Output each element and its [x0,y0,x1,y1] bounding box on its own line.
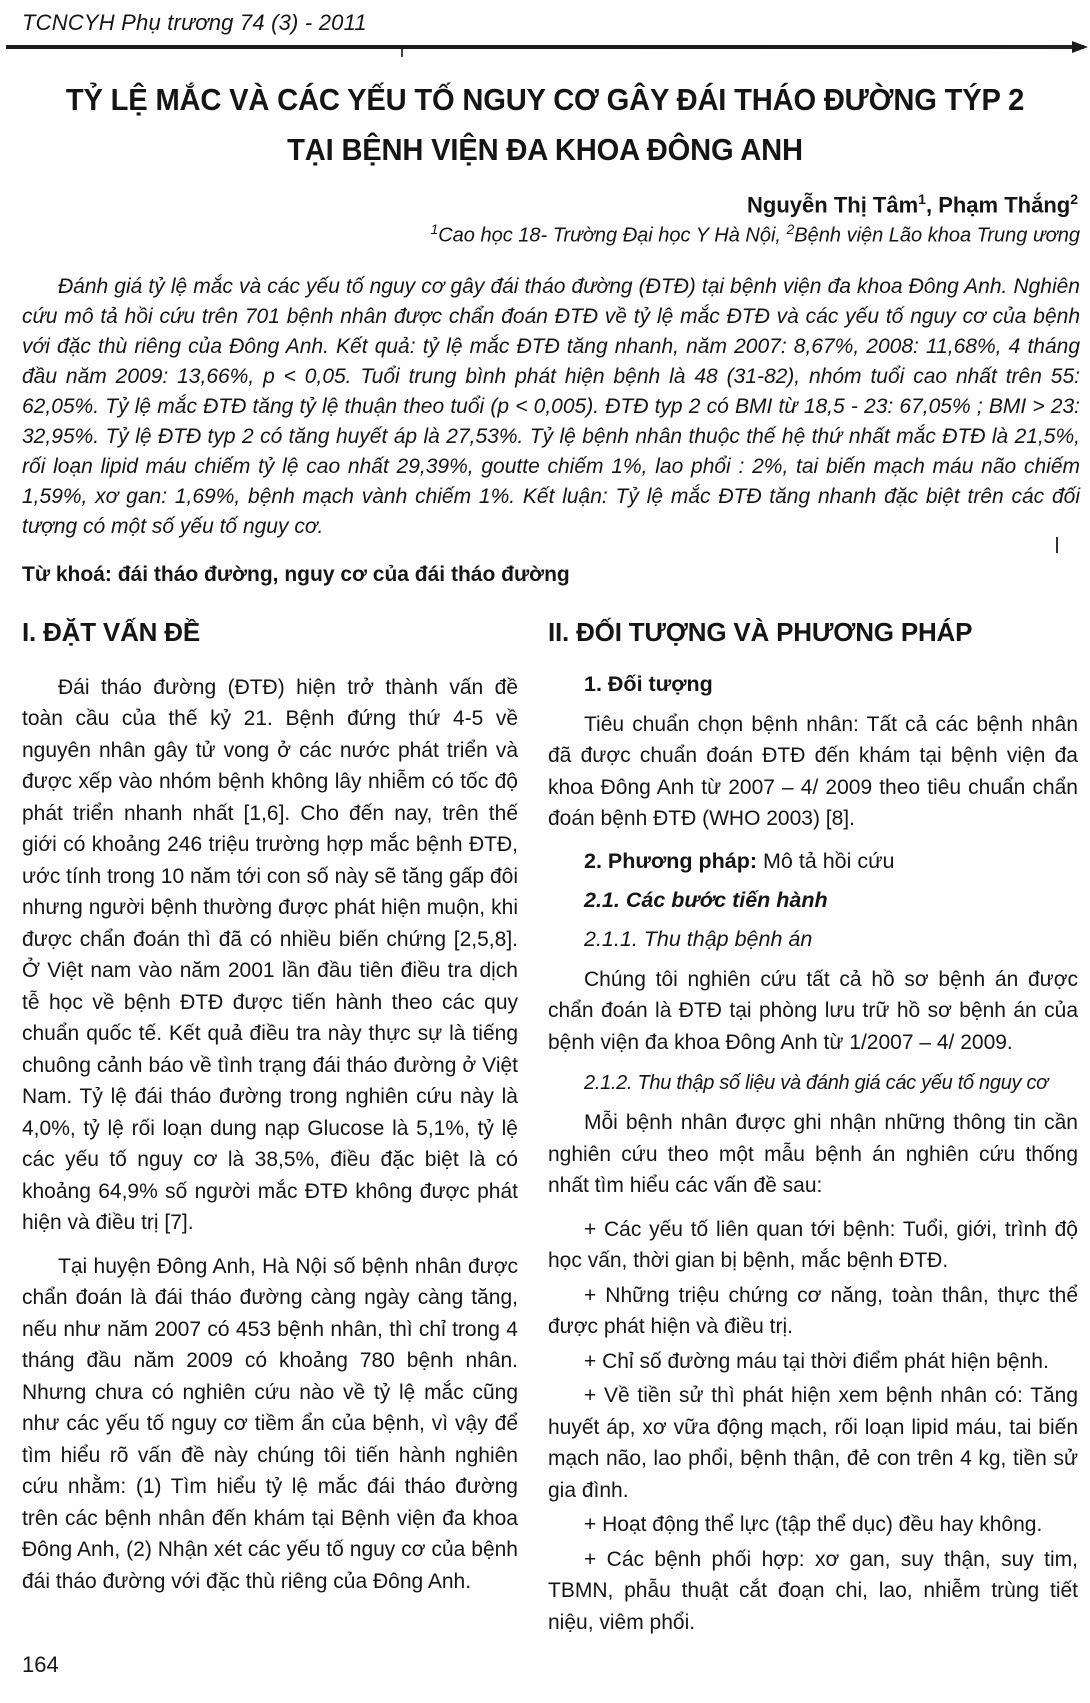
subsection-2-1-1-heading: 2.1.1. Thu thập bệnh án [584,926,813,951]
affiliation-part-2: Bệnh viện Lão khoa Trung ương [794,224,1080,247]
plus-item-6: + Các bệnh phối hợp: xơ gan, suy thận, suy tim, TBMN, phẫu thuật cắt đoạn chi, lao, nhiễm trùng tiết niệu, viêm phổi. [548,1547,1078,1634]
section-1-paragraph-2: Tại huyện Đông Anh, Hà Nội số bệnh nhân được chẩn đoán là đái tháo đường càng ngày càng tăng, nếu như năm 2007 có 453 bệnh nhân, thì chỉ trong 4 tháng đầu năm 2009 có khoảng 780 bệnh nhân. Nhưng chưa có nghiên cứu nào về tỷ lệ mắc cũng như các yếu tố nguy cơ tiềm ẩn của bệnh, vì vậy để tìm hiểu rõ vấn đề này chúng tôi tiến hành nghiên cứu nhằm: (1) Tìm hiểu tỷ lệ mắc đái tháo đường trên các bệnh nhân đến khám tại Bệnh viện đa khoa Đông Anh, (2) Nhận xét các yếu tố nguy cơ của bệnh đái tháo đường với đặc thù riêng của Đông Anh. [22,1254,518,1593]
affiliation-superscript-2: 2 [786,221,795,238]
section-1-heading: I. ĐẶT VẤN ĐỀ [22,616,200,647]
plus-item-2: + Những triệu chứng cơ năng, toàn thân, thực thể được phát hiện và điều trị. [548,1283,1078,1339]
section-2-paragraph-3: Mỗi bệnh nhân được ghi nhận những thông tin cần nghiên cứu theo một mẫu bệnh án nghiên cứu thống nhất tìm hiểu các vấn đề sau: [548,1111,1078,1198]
two-column-body [0,617,1090,1642]
keywords-line: Từ khoá: đái tháo đường, nguy cơ của đái tháo đường [22,562,570,586]
subsection-2-1-2-heading: 2.1.2. Thu thập số liệu và đánh giá các yếu tố nguy cơ [584,1072,1048,1095]
subsection-2-text: Mô tả hồi cứu [757,848,895,873]
abstract-paragraph: Đánh giá tỷ lệ mắc và các yếu tố nguy cơ gây đái tháo đường (ĐTĐ) tại bệnh viện đa khoa Đông Anh. Nghiên cứu mô tả hồi cứu trên 701 bệnh nhân được chẩn đoán ĐTĐ về tỷ lệ mắc ĐTĐ và các yếu tố nguy cơ của bệnh với đặc thù riêng của Đông Anh. Kết quả: tỷ lệ mắc ĐTĐ tăng nhanh, năm 2007: 8,67%, 2008: 11,68%, 4 tháng đầu năm 2009: 13,66%, p < 0,05. Tuổi trung bình phát hiện bệnh là 48 (31-82), nhóm tuổi cao nhất trên 55: 62,05%. Tỷ lệ mắc ĐTĐ tăng tỷ lệ thuận theo tuổi (p < 0,005). ĐTĐ typ 2 có BMI từ 18,5 - 23: 67,05% ; BMI > 23: 32,95%. Tỷ lệ ĐTĐ typ 2 có tăng huyết áp là 27,53%. Tỷ lệ bệnh nhân thuộc thế hệ thứ nhất mắc ĐTĐ là 21,5%, rối loạn lipid máu chiếm tỷ lệ cao nhất 29,39%, goutte chiếm 1%, lao phổi : 2%, tai biến mạch máu não chiếm 1,59%, xơ gan: 1,69%, bệnh mạch vành chiếm 1%. Kết luận: Tỷ lệ mắc ĐTĐ tăng nhanh đặc biệt trên các đối tượng có một số yếu tố nguy cơ. [22,274,1080,538]
paper-title-line1: TỶ LỆ MẮC VÀ CÁC YẾU TỐ NGUY CƠ GÂY ĐÁI THÁO ĐƯỜNG TÝP 2 [65,82,1025,117]
section-2-paragraph-2: Chúng tôi nghiên cứu tất cả hồ sơ bệnh án được chẩn đoán là ĐTĐ tại phòng lưu trữ hồ sơ bệnh án của bệnh viện đa khoa Đông Anh từ 1/2007 – 4/ 2009. [548,967,1078,1054]
page-number: 164 [22,1652,59,1677]
subsection-2-label: 2. Phương pháp: [584,848,757,873]
subsection-1-heading: 1. Đối tượng [584,671,713,696]
plus-item-4: + Về tiền sử thì phát hiện xem bệnh nhân có: Tăng huyết áp, xơ vữa động mạch, rối loạn lipid máu, tai biến mạch não, lao phổi, bệnh thận, đẻ con trên 4 kg, tiền sử gia đình. [548,1384,1078,1502]
paper-title [33,75,1058,175]
affiliation-line [0,221,1090,248]
author-superscript-1: 1 [918,191,926,207]
authors-line [0,191,1090,218]
author-separator: , [925,192,939,218]
section-2-heading: II. ĐỐI TƯỢNG VÀ PHƯƠNG PHÁP [548,616,973,647]
scan-artifact-tick [1056,537,1058,553]
subsection-2-1-heading: 2.1. Các bước tiến hành [584,887,828,912]
affiliation-part-1: Cao học 18- Trường Đại học Y Hà Nội, [438,224,787,247]
plus-item-1: + Các yếu tố liên quan tới bệnh: Tuổi, giới, trình độ học vấn, thời gian bị bệnh, mắc bệnh ĐTĐ. [548,1217,1078,1273]
left-column [22,617,518,1642]
section-1-paragraph-1: Đái tháo đường (ĐTĐ) hiện trở thành vấn đề toàn cầu của thế kỷ 21. Bệnh đứng thứ 4-5 về nguyên nhân gây tử vong ở các nước phát triển và được xếp vào nhóm bệnh không lây nhiễm có tốc độ phát triển nhanh nhất [1,6]. Cho đến nay, trên thế giới có khoảng 246 triệu trường hợp mắc bệnh ĐTĐ, ước tính trong 10 năm tới con số này sẽ tăng gấp đôi nhưng người bệnh thường được phát hiện muộn, khi được chẩn đoán thì đã có nhiều biến chứng [2,5,8]. Ở Việt nam vào năm 2001 lần đầu tiên điều tra dịch tễ học về bệnh ĐTĐ được tiến hành theo các quy chuẩn quốc tế. Kết quả điều tra này thực sự là tiếng chuông cảnh báo về tình trạng đái tháo đường ở Việt Nam. Tỷ lệ đái tháo đường trong nghiên cứu này là 4,0%, tỷ lệ rối loạn dung nạp Glucose là 5,1%, tỷ lệ các yếu tố nguy cơ là 38,5%, điều đặc biệt là có khoảng 64,9% số người mắc ĐTĐ không được phát hiện và điều trị [7]. [22,675,518,1235]
author-name-2: Phạm Thắng [938,192,1071,218]
subsection-2-heading [548,849,1078,874]
section-2-paragraph-1: Tiêu chuẩn chọn bệnh nhân: Tất cả các bệnh nhân đã được chuẩn đoán ĐTĐ đến khám tại bệnh viện đa khoa Đông Anh từ 2007 – 4/ 2009 theo tiêu chuẩn chẩn đoán bệnh ĐTĐ (WHO 2003) [8]. [548,712,1078,831]
journal-header: TCNCYH Phụ trương 74 (3) - 2011 [22,10,367,35]
plus-item-5: + Hoạt động thể lực (tập thể dục) đều hay không. [584,1513,1043,1537]
affiliation-superscript-1: 1 [430,221,439,238]
plus-item-3: + Chỉ số đường máu tại thời điểm phát hiện bệnh. [584,1349,1049,1373]
paper-title-line2: TẠI BỆNH VIỆN ĐA KHOA ĐÔNG ANH [287,132,803,167]
author-superscript-2: 2 [1070,191,1078,207]
rule-tick-artifact [401,49,403,57]
header-rule [6,45,1084,49]
author-name-1: Nguyễn Thị Tâm [747,192,919,218]
right-column [548,617,1078,1642]
rule-arrowhead-decoration [1072,41,1088,53]
